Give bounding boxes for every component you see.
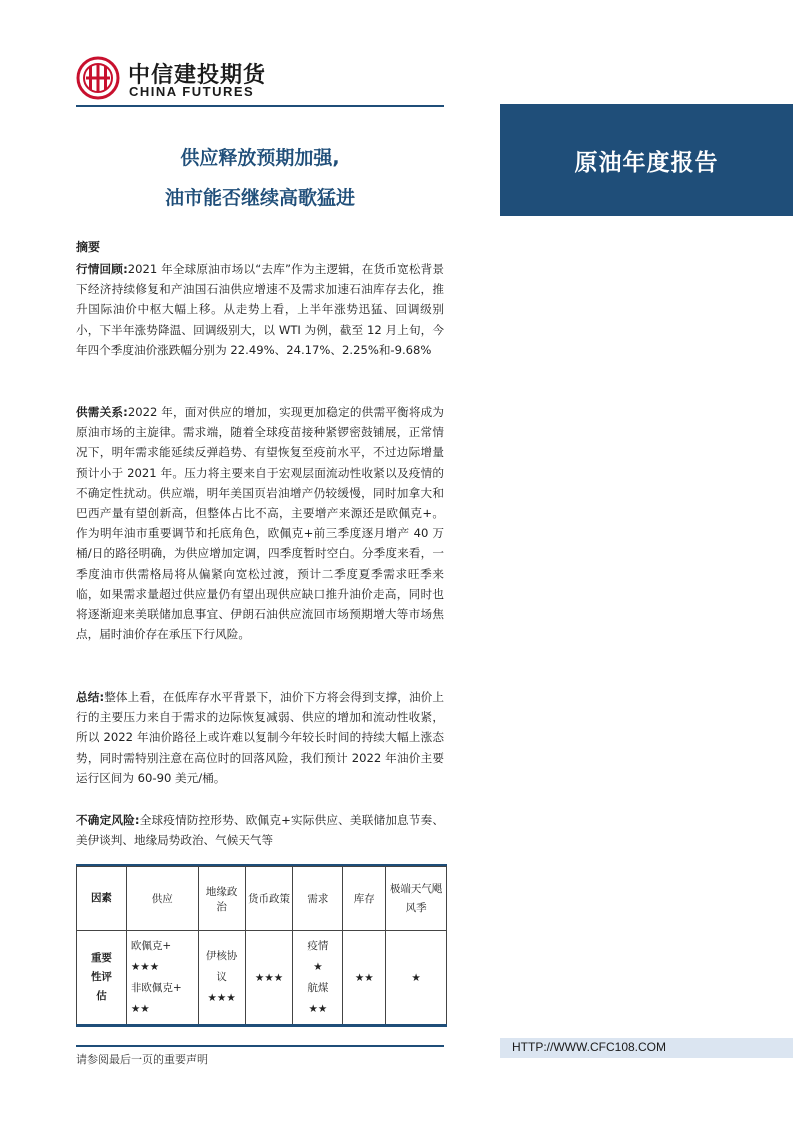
header-monetary: 货币政策 [245, 867, 293, 931]
cell-geopolitics [198, 931, 245, 1025]
paragraph-text: 整体上看，在低库存水平背景下，油价下方将会得到支撑，油价上行的主要压力来自于需求的边际恢复减弱、供应的增加和流动性收紧，所以 2022 年油价路径上或许难以复制今年较长时间的持续大幅上涨态势，同时需特别注意在高位时的回落风险，我们预计 2022 年油价主要运行区间为 60-90 美元/桶。 [76, 690, 444, 785]
factor-importance-table [76, 866, 447, 1025]
cell-monetary: ★★★ [245, 931, 293, 1025]
abstract-label: 摘要 [76, 240, 101, 254]
row-label-importance: 重要性评估 [77, 931, 127, 1025]
table-bottom-border [76, 1024, 447, 1027]
paragraph-lead: 供需关系: [76, 405, 128, 419]
header-supply: 供应 [126, 867, 198, 931]
risk-paragraph [76, 810, 444, 850]
demand-jetfuel-rating: ★★ [308, 1002, 328, 1015]
china-futures-logo-icon [76, 56, 120, 100]
brand-logo [76, 56, 276, 102]
header-demand: 需求 [293, 867, 343, 931]
cell-inventory: ★★ [343, 931, 386, 1025]
headline-line-1: 供应释放预期加强, [180, 147, 340, 169]
cell-weather: ★ [386, 931, 447, 1025]
table-body-row [77, 931, 447, 1025]
brand-name-cn: 中信建投期货 [128, 63, 267, 88]
market-review-paragraph [76, 259, 444, 360]
disclaimer-note: 请参阅最后一页的重要声明 [76, 1053, 208, 1066]
demand-epidemic-label: 疫情 [307, 939, 329, 952]
header-geopolitics: 地缘政治 [198, 867, 245, 931]
header-inventory: 库存 [343, 867, 386, 931]
cell-supply [126, 931, 198, 1025]
footer-divider [76, 1045, 444, 1047]
brand-name-en: CHINA FUTURES [129, 84, 255, 99]
paragraph-text: 2021 年全球原油市场以“去库”作为主逻辑，在货币宽松背景下经济持续修复和产油国石油供应增速不及需求加速石油库存去化，推升国际油价中枢大幅上移。从走势上看，上半年涨势迅猛、回调级别小，下半年涨势降温、回调级别大，以 WTI 为例，截至 12 月上旬，今年四个季度油价涨跌幅分别为 22.49%、24.17%、2.25%和-9.68% [76, 262, 444, 357]
supply-opec-rating: ★★★ [130, 960, 160, 973]
cell-demand [293, 931, 343, 1025]
supply-opec-label: 欧佩克+ [130, 939, 172, 952]
paragraph-text: 2022 年，面对供应的增加，实现更加稳定的供需平衡将成为原油市场的主旋律。需求端，随着全球疫苗接种紧锣密鼓铺展，正常情况下，明年需求能延续反弹趋势、有望恢复至疫前水平，不过边际增量预计小于 2021 年。压力将主要来自于宏观层面流动性收紧以及疫情的不确定性扰动。供应端，明年美国页岩油增产仍较缓慢，同时加拿大和巴西产量有望创新高，但整体占比不高，主要增产来源还是欧佩克+。作为明年油市重要调节和托底角色，欧佩克+前三季度逐月增产 40 万桶/日的路径明确，为供应增加定调，四季度暂时空白。分季度来看，一季度油市供需格局将从偏紧向宽松过渡，预计二季度夏季需求旺季来临，如果需求量超过供应量仍有望出现供应缺口推升油价走高，同时也将逐渐迎来美联储加息事宜、伊朗石油供应流回市场预期增大等市场焦点，届时油价存在承压下行风险。 [76, 405, 444, 642]
supply-non-opec-rating: ★★ [130, 1002, 150, 1015]
website-link[interactable]: HTTP://WWW.CFC108.COM [512, 1040, 666, 1054]
demand-jetfuel-label: 航煤 [307, 981, 329, 994]
header-factor: 因素 [77, 867, 127, 931]
header-weather: 极端天气飓风季 [386, 867, 447, 931]
paragraph-text: 全球疫情防控形势、欧佩克+实际供应、美联储加息节奏、美伊谈判、地缘局势政治、气候天气等 [76, 813, 444, 848]
paragraph-lead: 不确定风险: [76, 813, 140, 827]
paragraph-lead: 总结: [76, 690, 105, 704]
summary-paragraph [76, 687, 444, 788]
table-header-row [77, 867, 447, 931]
header-divider [76, 105, 444, 107]
paragraph-lead: 行情回顾: [76, 262, 128, 276]
supply-demand-paragraph [76, 402, 444, 644]
geopolitics-label: 伊核协议 [205, 950, 238, 983]
geopolitics-rating: ★★★ [207, 992, 236, 1004]
headline-line-2: 油市能否继续高歌猛进 [164, 187, 355, 209]
supply-non-opec-label: 非欧佩克+ [130, 981, 182, 994]
demand-epidemic-rating: ★ [313, 960, 323, 973]
report-type-banner: 原油年度报告 [500, 104, 793, 216]
